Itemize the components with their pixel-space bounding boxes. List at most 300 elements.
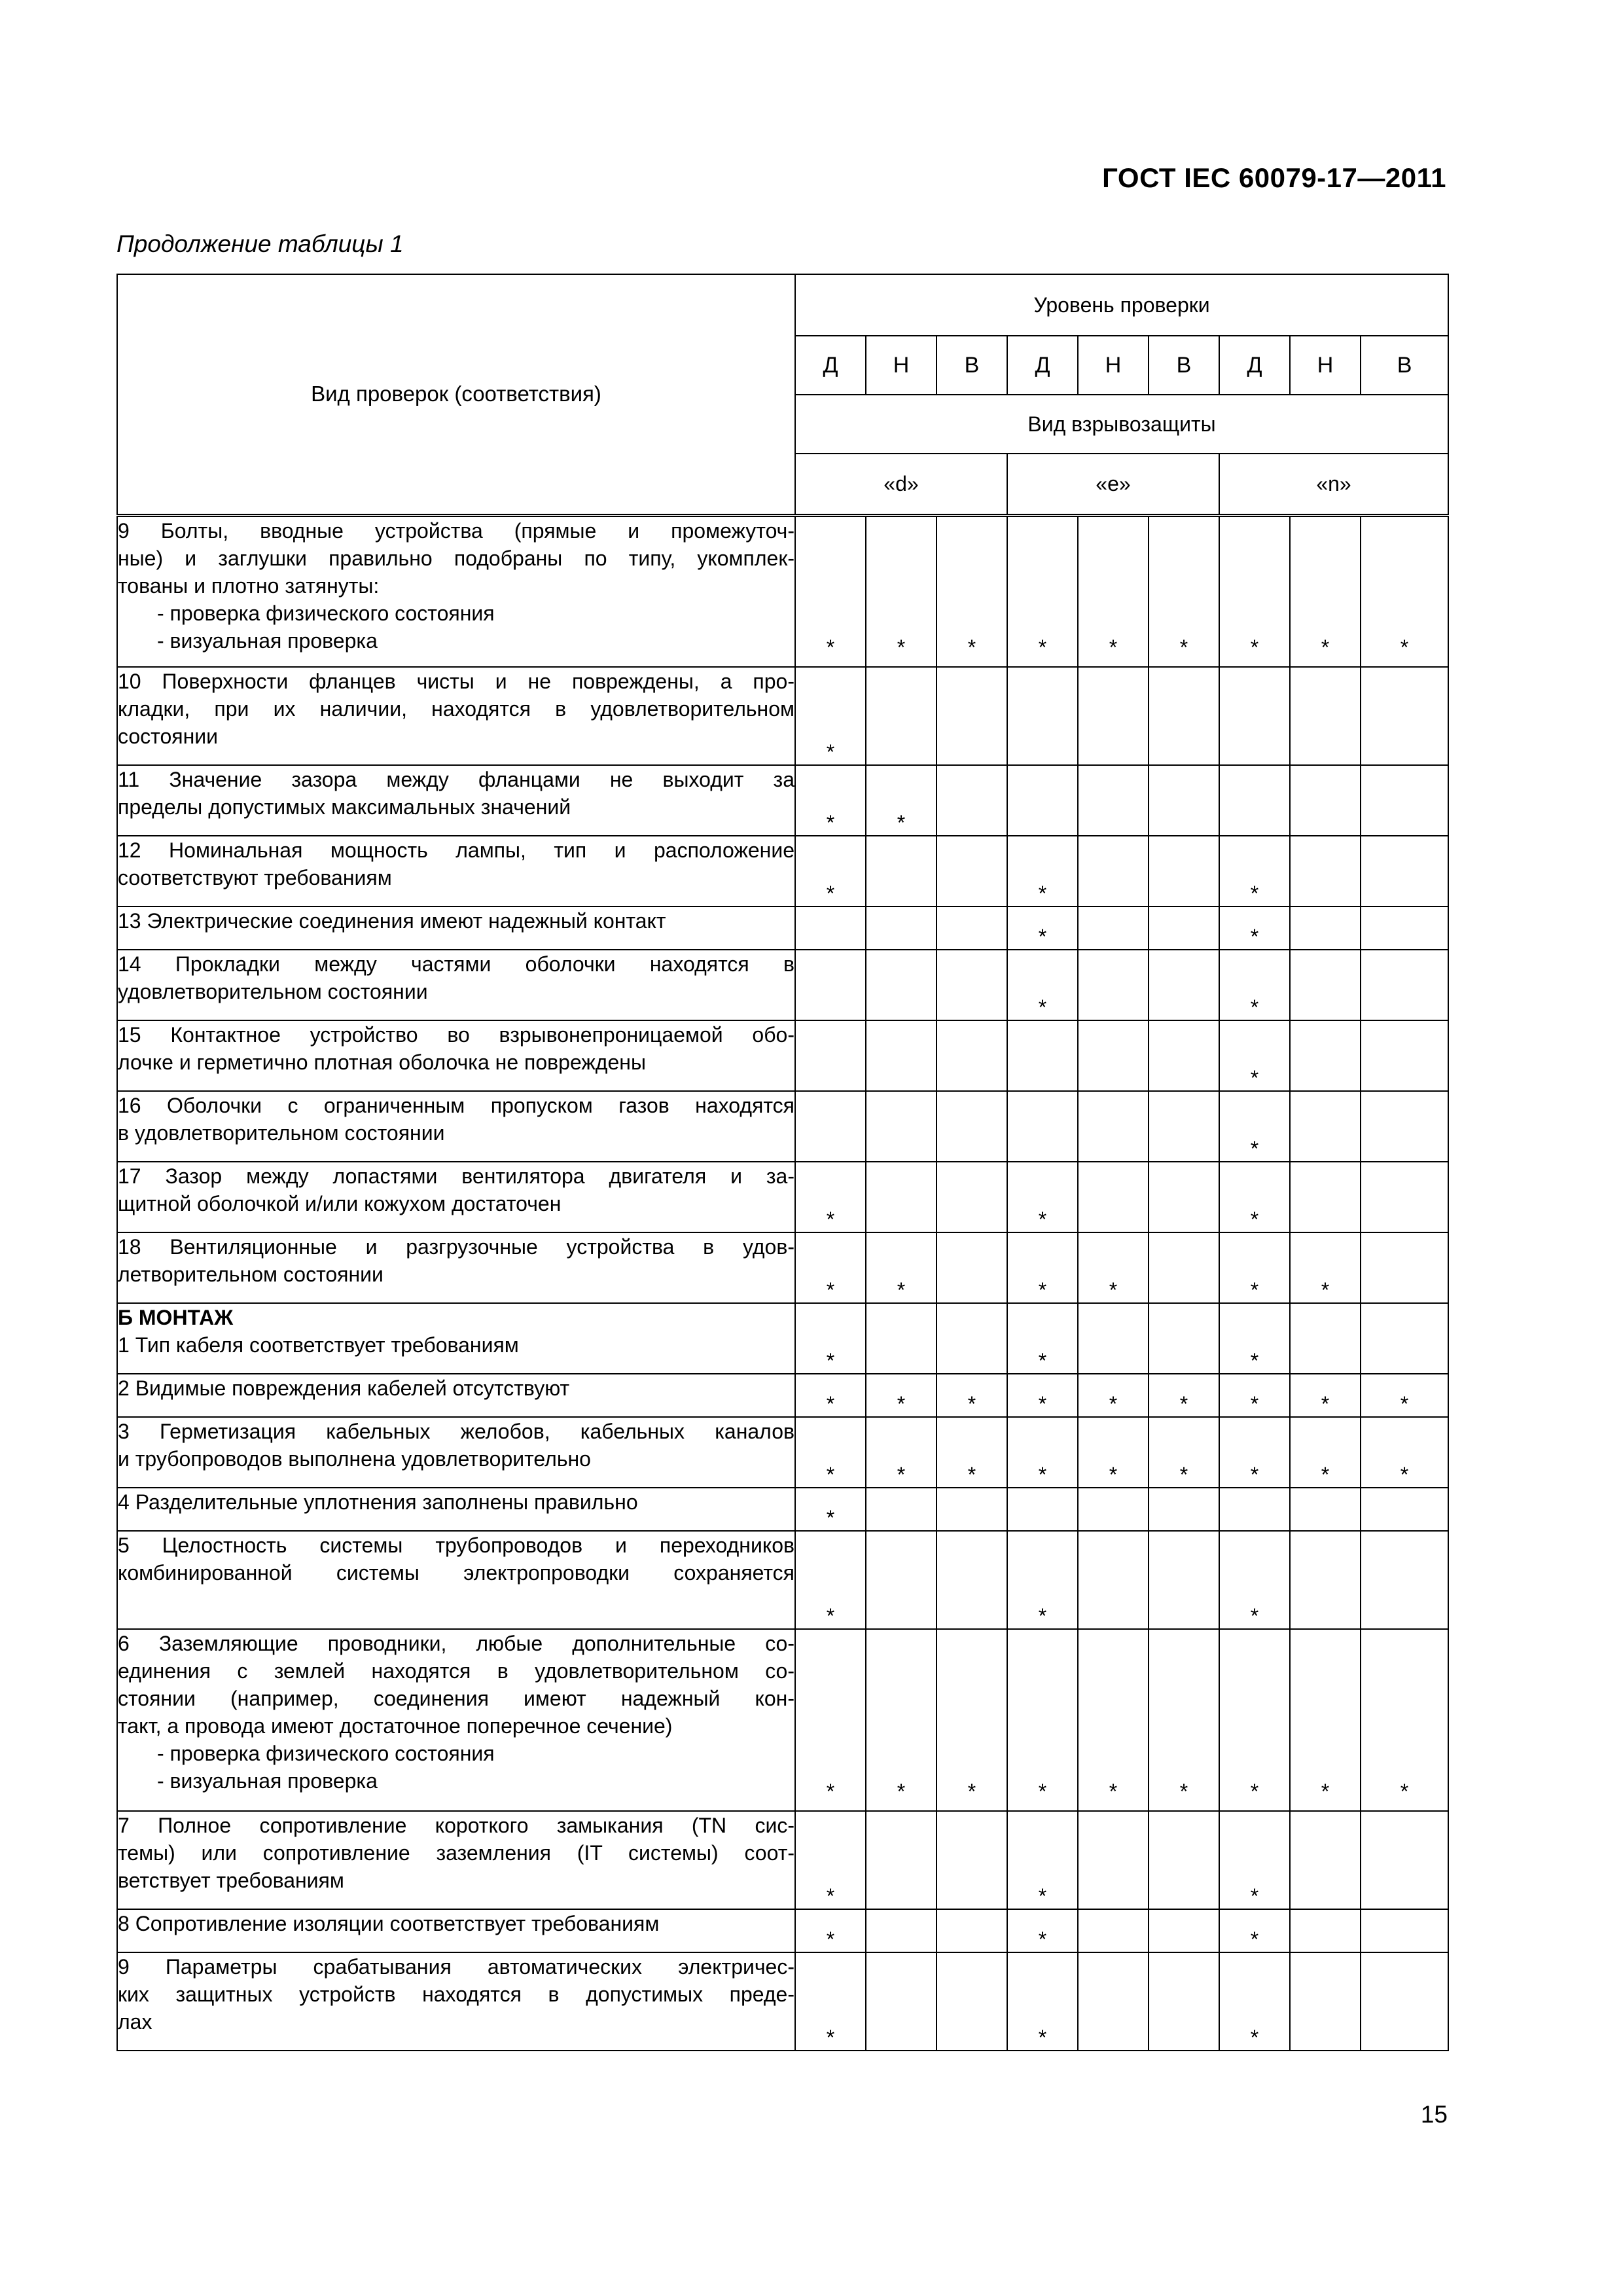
check-mark-cell <box>1149 1417 1219 1488</box>
check-mark-cell <box>1290 1091 1361 1162</box>
description-line: лах <box>118 2010 152 2034</box>
table-continuation-caption: Продолжение таблицы 1 <box>116 230 404 257</box>
level-cell: Д <box>795 336 866 395</box>
check-description <box>117 1232 795 1303</box>
description-line: пределы допустимых максимальных значений <box>118 795 571 819</box>
check-mark-cell <box>936 906 1007 950</box>
description-line: ные) и заглушки правильно подобраны по типу, укомплек- <box>118 546 794 570</box>
check-mark-cell <box>1007 1162 1078 1232</box>
mark: * <box>897 811 906 834</box>
check-mark-cell <box>1219 765 1290 836</box>
mark: * <box>967 1392 976 1416</box>
check-mark-cell <box>795 1232 866 1303</box>
check-mark-cell <box>795 1811 866 1909</box>
check-description <box>117 765 795 836</box>
mark: * <box>826 882 835 905</box>
check-mark-cell <box>1290 906 1361 950</box>
check-mark-cell <box>1361 1091 1448 1162</box>
check-mark-cell <box>1007 1091 1078 1162</box>
description-line: кладки, при их наличии, находятся в удовлетворительном <box>118 697 794 721</box>
description-line: 6 Заземляющие проводники, любые дополнительные со- <box>118 1632 794 1655</box>
table-row <box>117 906 1448 950</box>
check-description <box>117 1417 795 1488</box>
check-mark-cell <box>1007 1629 1078 1811</box>
check-description <box>117 1909 795 1952</box>
check-mark-cell <box>1007 1374 1078 1417</box>
description-line: тованы и плотно затянуты: <box>118 573 380 598</box>
description-line: 5 Целостность системы трубопроводов и переходников <box>118 1534 794 1557</box>
check-mark-cell <box>1290 1303 1361 1374</box>
check-mark-cell <box>936 667 1007 765</box>
check-mark-cell <box>1078 1909 1149 1952</box>
check-mark-cell <box>1007 1909 1078 1952</box>
check-mark-cell <box>795 1952 866 2051</box>
mark: * <box>1250 1278 1259 1302</box>
mark: * <box>1038 1463 1047 1486</box>
table-row <box>117 1629 1448 1811</box>
mark: * <box>1250 925 1259 948</box>
description-line: 11 Значение зазора между фланцами не выходит за <box>118 768 794 791</box>
sub-check-line: - проверка физического состояния <box>157 601 495 625</box>
mark: * <box>1250 996 1259 1019</box>
check-mark-cell <box>795 906 866 950</box>
mark-visual: * <box>1109 1780 1118 1803</box>
check-mark-cell <box>795 1909 866 1952</box>
mark: * <box>1250 1349 1259 1372</box>
mark-physical: * <box>1038 636 1047 659</box>
check-mark-cell <box>1290 1488 1361 1531</box>
check-mark-cell <box>1078 1629 1149 1811</box>
mark: * <box>1250 1604 1259 1628</box>
check-mark-cell <box>866 1909 936 1952</box>
description-line: 7 Полное сопротивление короткого замыкания (TN сис- <box>118 1814 794 1837</box>
check-mark-cell <box>795 1303 866 1374</box>
mark-physical: * <box>1109 636 1118 659</box>
table-row <box>117 1909 1448 1952</box>
mark: * <box>1109 1463 1118 1486</box>
check-mark-cell <box>936 1091 1007 1162</box>
check-description <box>117 1531 795 1629</box>
check-mark-cell <box>1078 515 1149 667</box>
check-mark-cell <box>1361 1811 1448 1909</box>
description-line: 10 Поверхности фланцев чисты и не повреждены, а про- <box>118 670 794 693</box>
check-mark-cell <box>936 1232 1007 1303</box>
table-row <box>117 515 1448 667</box>
check-mark-cell <box>1007 765 1078 836</box>
check-mark-cell <box>1219 515 1290 667</box>
check-mark-cell <box>866 1020 936 1091</box>
mark: * <box>826 1278 835 1302</box>
check-mark-cell <box>866 515 936 667</box>
check-mark-cell <box>1078 1162 1149 1232</box>
check-mark-cell <box>1007 1303 1078 1374</box>
check-description <box>117 1629 795 1811</box>
mark-physical: * <box>1250 636 1259 659</box>
check-mark-cell <box>1007 950 1078 1020</box>
description-line: 12 Номинальная мощность лампы, тип и расположение <box>118 838 794 862</box>
check-mark-cell <box>1219 1232 1290 1303</box>
check-mark-cell <box>795 765 866 836</box>
check-mark-cell <box>866 836 936 906</box>
mark: * <box>1038 1278 1047 1302</box>
check-description <box>117 1952 795 2051</box>
check-mark-cell <box>1361 1952 1448 2051</box>
level-cell: В <box>936 336 1007 395</box>
sub-check-line: - визуальная проверка <box>157 628 378 653</box>
check-mark-cell <box>1007 1952 1078 2051</box>
check-mark-cell <box>1149 1811 1219 1909</box>
check-mark-cell <box>795 1091 866 1162</box>
check-mark-cell <box>1290 765 1361 836</box>
check-description <box>117 906 795 950</box>
check-mark-cell <box>936 836 1007 906</box>
mark: * <box>826 1506 835 1530</box>
check-mark-cell <box>1007 1488 1078 1531</box>
check-description <box>117 1020 795 1091</box>
mark: * <box>826 2026 835 2049</box>
description-line: комбинированной системы электропроводки сохраняется <box>118 1561 794 1585</box>
check-description <box>117 950 795 1020</box>
check-mark-cell <box>1219 906 1290 950</box>
check-mark-cell <box>1290 1374 1361 1417</box>
description-line: такт, а провода имеют достаточное поперечное сечение) <box>118 1714 673 1738</box>
protection-type-cell: «d» <box>795 454 1007 515</box>
check-mark-cell <box>1149 1091 1219 1162</box>
check-mark-cell <box>795 515 866 667</box>
document-id: ГОСТ IEC 60079-17—2011 <box>1102 162 1446 193</box>
check-mark-cell <box>866 1952 936 2051</box>
description-line: 2 Видимые повреждения кабелей отсутствуют <box>118 1376 570 1400</box>
check-mark-cell <box>1361 1488 1448 1531</box>
table-row <box>117 1417 1448 1488</box>
check-mark-cell <box>1290 1020 1361 1091</box>
mark: * <box>1179 1463 1188 1486</box>
mark: * <box>1038 1349 1047 1372</box>
check-mark-cell <box>1361 950 1448 1020</box>
check-mark-cell <box>1361 1162 1448 1232</box>
description-line: 17 Зазор между лопастями вентилятора двигателя и за- <box>118 1164 794 1188</box>
description-line: в удовлетворительном состоянии <box>118 1121 445 1145</box>
check-mark-cell <box>936 1488 1007 1531</box>
check-mark-cell <box>1078 1232 1149 1303</box>
table-row <box>117 667 1448 765</box>
check-mark-cell <box>1219 667 1290 765</box>
level-cell: Д <box>1007 336 1078 395</box>
check-mark-cell <box>1007 667 1078 765</box>
check-mark-cell <box>1078 1488 1149 1531</box>
check-mark-cell <box>866 1488 936 1531</box>
description-line: летворительном состоянии <box>118 1263 383 1286</box>
check-mark-cell <box>1219 1020 1290 1091</box>
description-line: ветствует требованиям <box>118 1869 344 1892</box>
check-mark-cell <box>936 1531 1007 1629</box>
mark: * <box>826 1928 835 1951</box>
check-mark-cell <box>1361 1020 1448 1091</box>
mark: * <box>1038 1208 1047 1231</box>
protection-header: Вид взрывозащиты <box>795 395 1448 454</box>
table-row <box>117 1488 1448 1531</box>
check-mark-cell <box>1149 906 1219 950</box>
mark-physical: * <box>1321 636 1330 659</box>
check-mark-cell <box>1361 1303 1448 1374</box>
mark: * <box>826 1604 835 1628</box>
description-line: 13 Электрические соединения имеют надежный контакт <box>118 909 666 933</box>
check-mark-cell <box>1149 765 1219 836</box>
mark: * <box>1250 1884 1259 1908</box>
check-mark-cell <box>936 1374 1007 1417</box>
table-row <box>117 1374 1448 1417</box>
table-row <box>117 1303 1448 1374</box>
check-mark-cell <box>866 906 936 950</box>
check-mark-cell <box>936 1303 1007 1374</box>
check-mark-cell <box>866 1374 936 1417</box>
sub-check-line: - визуальная проверка <box>157 1769 378 1793</box>
check-mark-cell <box>866 950 936 1020</box>
mark-physical: * <box>826 1780 835 1803</box>
check-mark-cell <box>1007 1417 1078 1488</box>
check-description <box>117 1488 795 1531</box>
mark: * <box>897 1463 906 1486</box>
mark-visual: * <box>967 1780 976 1803</box>
sub-check-line: - проверка физического состояния <box>157 1742 495 1765</box>
level-cell: Д <box>1219 336 1290 395</box>
description-line: и трубопроводов выполнена удовлетворительно <box>118 1447 591 1471</box>
check-description <box>117 836 795 906</box>
check-mark-cell <box>1078 836 1149 906</box>
check-mark-cell <box>795 1020 866 1091</box>
check-mark-cell <box>1290 1162 1361 1232</box>
check-mark-cell <box>1219 1303 1290 1374</box>
description-line: лочке и герметично плотная оболочка не повреждены <box>118 1050 646 1074</box>
check-mark-cell <box>1219 1162 1290 1232</box>
mark: * <box>826 1392 835 1416</box>
protection-type-cell: «e» <box>1007 454 1219 515</box>
mark-visual: * <box>1179 1780 1188 1803</box>
check-mark-cell <box>1078 765 1149 836</box>
check-mark-cell <box>1219 1629 1290 1811</box>
check-mark-cell <box>1361 836 1448 906</box>
description-line: 9 Параметры срабатывания автоматических электричес- <box>118 1955 794 1979</box>
description-line: 15 Контактное устройство во взрывонепроницаемой обо- <box>118 1023 794 1047</box>
check-mark-cell <box>1361 1909 1448 1952</box>
check-mark-cell <box>795 667 866 765</box>
check-mark-cell <box>1219 1909 1290 1952</box>
mark: * <box>1109 1392 1118 1416</box>
check-mark-cell <box>795 1417 866 1488</box>
mark: * <box>897 1278 906 1302</box>
check-mark-cell <box>1149 667 1219 765</box>
check-mark-cell <box>1149 1303 1219 1374</box>
table-row <box>117 950 1448 1020</box>
check-mark-cell <box>1290 1811 1361 1909</box>
check-mark-cell <box>866 765 936 836</box>
check-mark-cell <box>795 950 866 1020</box>
check-mark-cell <box>1219 1531 1290 1629</box>
check-mark-cell <box>1007 1020 1078 1091</box>
mark-physical: * <box>897 636 906 659</box>
check-mark-cell <box>1219 1417 1290 1488</box>
check-mark-cell <box>1007 1232 1078 1303</box>
check-mark-cell <box>1361 515 1448 667</box>
table-row <box>117 1811 1448 1909</box>
level-cell: Н <box>1290 336 1361 395</box>
check-mark-cell <box>1290 1531 1361 1629</box>
check-mark-cell <box>1361 1531 1448 1629</box>
check-description <box>117 667 795 765</box>
check-mark-cell <box>866 1162 936 1232</box>
check-mark-cell <box>1149 1488 1219 1531</box>
mark: * <box>826 1349 835 1372</box>
check-mark-cell <box>1007 1811 1078 1909</box>
mark-visual: * <box>1400 636 1409 659</box>
description-line: соответствуют требованиям <box>118 866 392 889</box>
mark-visual: * <box>1400 1780 1409 1803</box>
mark: * <box>1038 996 1047 1019</box>
check-mark-cell <box>795 1629 866 1811</box>
mark: * <box>1321 1463 1330 1486</box>
description-line: ких защитных устройств находятся в допустимых преде- <box>118 1982 794 2006</box>
mark: * <box>826 740 835 764</box>
check-mark-cell <box>1078 906 1149 950</box>
level-cell: В <box>1361 336 1448 395</box>
check-mark-cell <box>866 1811 936 1909</box>
check-mark-cell <box>1149 515 1219 667</box>
check-mark-cell <box>1290 836 1361 906</box>
check-mark-cell <box>1149 1531 1219 1629</box>
page-number: 15 <box>1420 2101 1448 2128</box>
table-row <box>117 836 1448 906</box>
check-mark-cell <box>866 1091 936 1162</box>
check-mark-cell <box>1219 1374 1290 1417</box>
check-mark-cell <box>936 765 1007 836</box>
description-line: 16 Оболочки с ограниченным пропуском газов находятся <box>118 1094 794 1117</box>
check-mark-cell <box>1149 1374 1219 1417</box>
check-mark-cell <box>795 1488 866 1531</box>
check-mark-cell <box>1078 1374 1149 1417</box>
check-mark-cell <box>1219 950 1290 1020</box>
check-mark-cell <box>1290 1629 1361 1811</box>
check-mark-cell <box>936 1162 1007 1232</box>
description-line: 18 Вентиляционные и разгрузочные устройства в удов- <box>118 1235 794 1259</box>
check-mark-cell <box>866 1629 936 1811</box>
check-mark-cell <box>936 1417 1007 1488</box>
check-mark-cell <box>936 1811 1007 1909</box>
level-cell: Н <box>1078 336 1149 395</box>
description-line: 4 Разделительные уплотнения заполнены правильно <box>118 1490 638 1514</box>
check-mark-cell <box>936 1909 1007 1952</box>
description-line: 9 Болты, вводные устройства (прямые и промежуточ- <box>118 518 794 543</box>
mark: * <box>1250 1928 1259 1951</box>
check-mark-cell <box>1007 836 1078 906</box>
mark: * <box>826 1884 835 1908</box>
mark: * <box>1250 1137 1259 1160</box>
check-description <box>117 1162 795 1232</box>
check-mark-cell <box>1149 1629 1219 1811</box>
description-line: 14 Прокладки между частями оболочки находятся в <box>118 952 794 976</box>
check-mark-cell <box>1078 1303 1149 1374</box>
description-line: стоянии (например, соединения имеют надежный кон- <box>118 1687 794 1710</box>
table-row <box>117 1952 1448 2051</box>
mark-visual: * <box>1179 636 1188 659</box>
check-mark-cell <box>1078 1091 1149 1162</box>
table-row <box>117 1531 1448 1629</box>
mark: * <box>1038 925 1047 948</box>
protection-type-cell: «n» <box>1219 454 1448 515</box>
check-mark-cell <box>1149 1232 1219 1303</box>
check-mark-cell <box>1219 1811 1290 1909</box>
check-mark-cell <box>1007 515 1078 667</box>
check-mark-cell <box>1149 1162 1219 1232</box>
check-mark-cell <box>1361 1232 1448 1303</box>
mark: * <box>826 811 835 834</box>
mark: * <box>1038 1604 1047 1628</box>
check-mark-cell <box>866 1531 936 1629</box>
mark: * <box>1321 1392 1330 1416</box>
inspection-table <box>116 274 1449 2051</box>
table-row <box>117 765 1448 836</box>
check-mark-cell <box>1290 667 1361 765</box>
check-mark-cell <box>1290 950 1361 1020</box>
check-mark-cell <box>936 1629 1007 1811</box>
check-mark-cell <box>1219 1091 1290 1162</box>
description-line: 8 Сопротивление изоляции соответствует требованиям <box>118 1912 660 1935</box>
check-mark-cell <box>1078 1952 1149 2051</box>
mark-visual: * <box>897 1780 906 1803</box>
level-header: Уровень проверки <box>795 274 1448 336</box>
check-mark-cell <box>1361 1417 1448 1488</box>
check-description <box>117 1811 795 1909</box>
check-mark-cell <box>1290 1232 1361 1303</box>
mark: * <box>1038 1392 1047 1416</box>
check-mark-cell <box>936 1952 1007 2051</box>
row-label-header: Вид проверок (соответствия) <box>117 274 795 515</box>
check-mark-cell <box>1007 906 1078 950</box>
check-mark-cell <box>1361 906 1448 950</box>
mark: * <box>967 1463 976 1486</box>
check-mark-cell <box>1361 765 1448 836</box>
mark: * <box>1321 1278 1330 1302</box>
check-mark-cell <box>1219 1488 1290 1531</box>
check-mark-cell <box>1361 1374 1448 1417</box>
mark: * <box>1250 1208 1259 1231</box>
level-cell: Н <box>866 336 936 395</box>
mark: * <box>1400 1392 1409 1416</box>
description-line: единения с землей находятся в удовлетворительном со- <box>118 1659 794 1683</box>
mark: * <box>1038 1928 1047 1951</box>
description-line: 1 Тип кабеля соответствует требованиям <box>118 1333 519 1357</box>
table-row <box>117 1232 1448 1303</box>
check-description <box>117 1303 795 1374</box>
mark-physical: * <box>1250 1780 1259 1803</box>
mark: * <box>1038 2026 1047 2049</box>
check-mark-cell <box>1078 667 1149 765</box>
check-mark-cell <box>795 836 866 906</box>
check-mark-cell <box>866 667 936 765</box>
check-mark-cell <box>1078 1531 1149 1629</box>
mark: * <box>1179 1392 1188 1416</box>
check-description <box>117 515 795 667</box>
mark: * <box>1250 1066 1259 1090</box>
check-mark-cell <box>1290 515 1361 667</box>
check-mark-cell <box>1078 1020 1149 1091</box>
check-mark-cell <box>1219 1952 1290 2051</box>
check-mark-cell <box>936 1020 1007 1091</box>
table-row <box>117 1091 1448 1162</box>
check-mark-cell <box>795 1162 866 1232</box>
table-row <box>117 1162 1448 1232</box>
check-mark-cell <box>936 515 1007 667</box>
description-line: состоянии <box>118 725 218 748</box>
